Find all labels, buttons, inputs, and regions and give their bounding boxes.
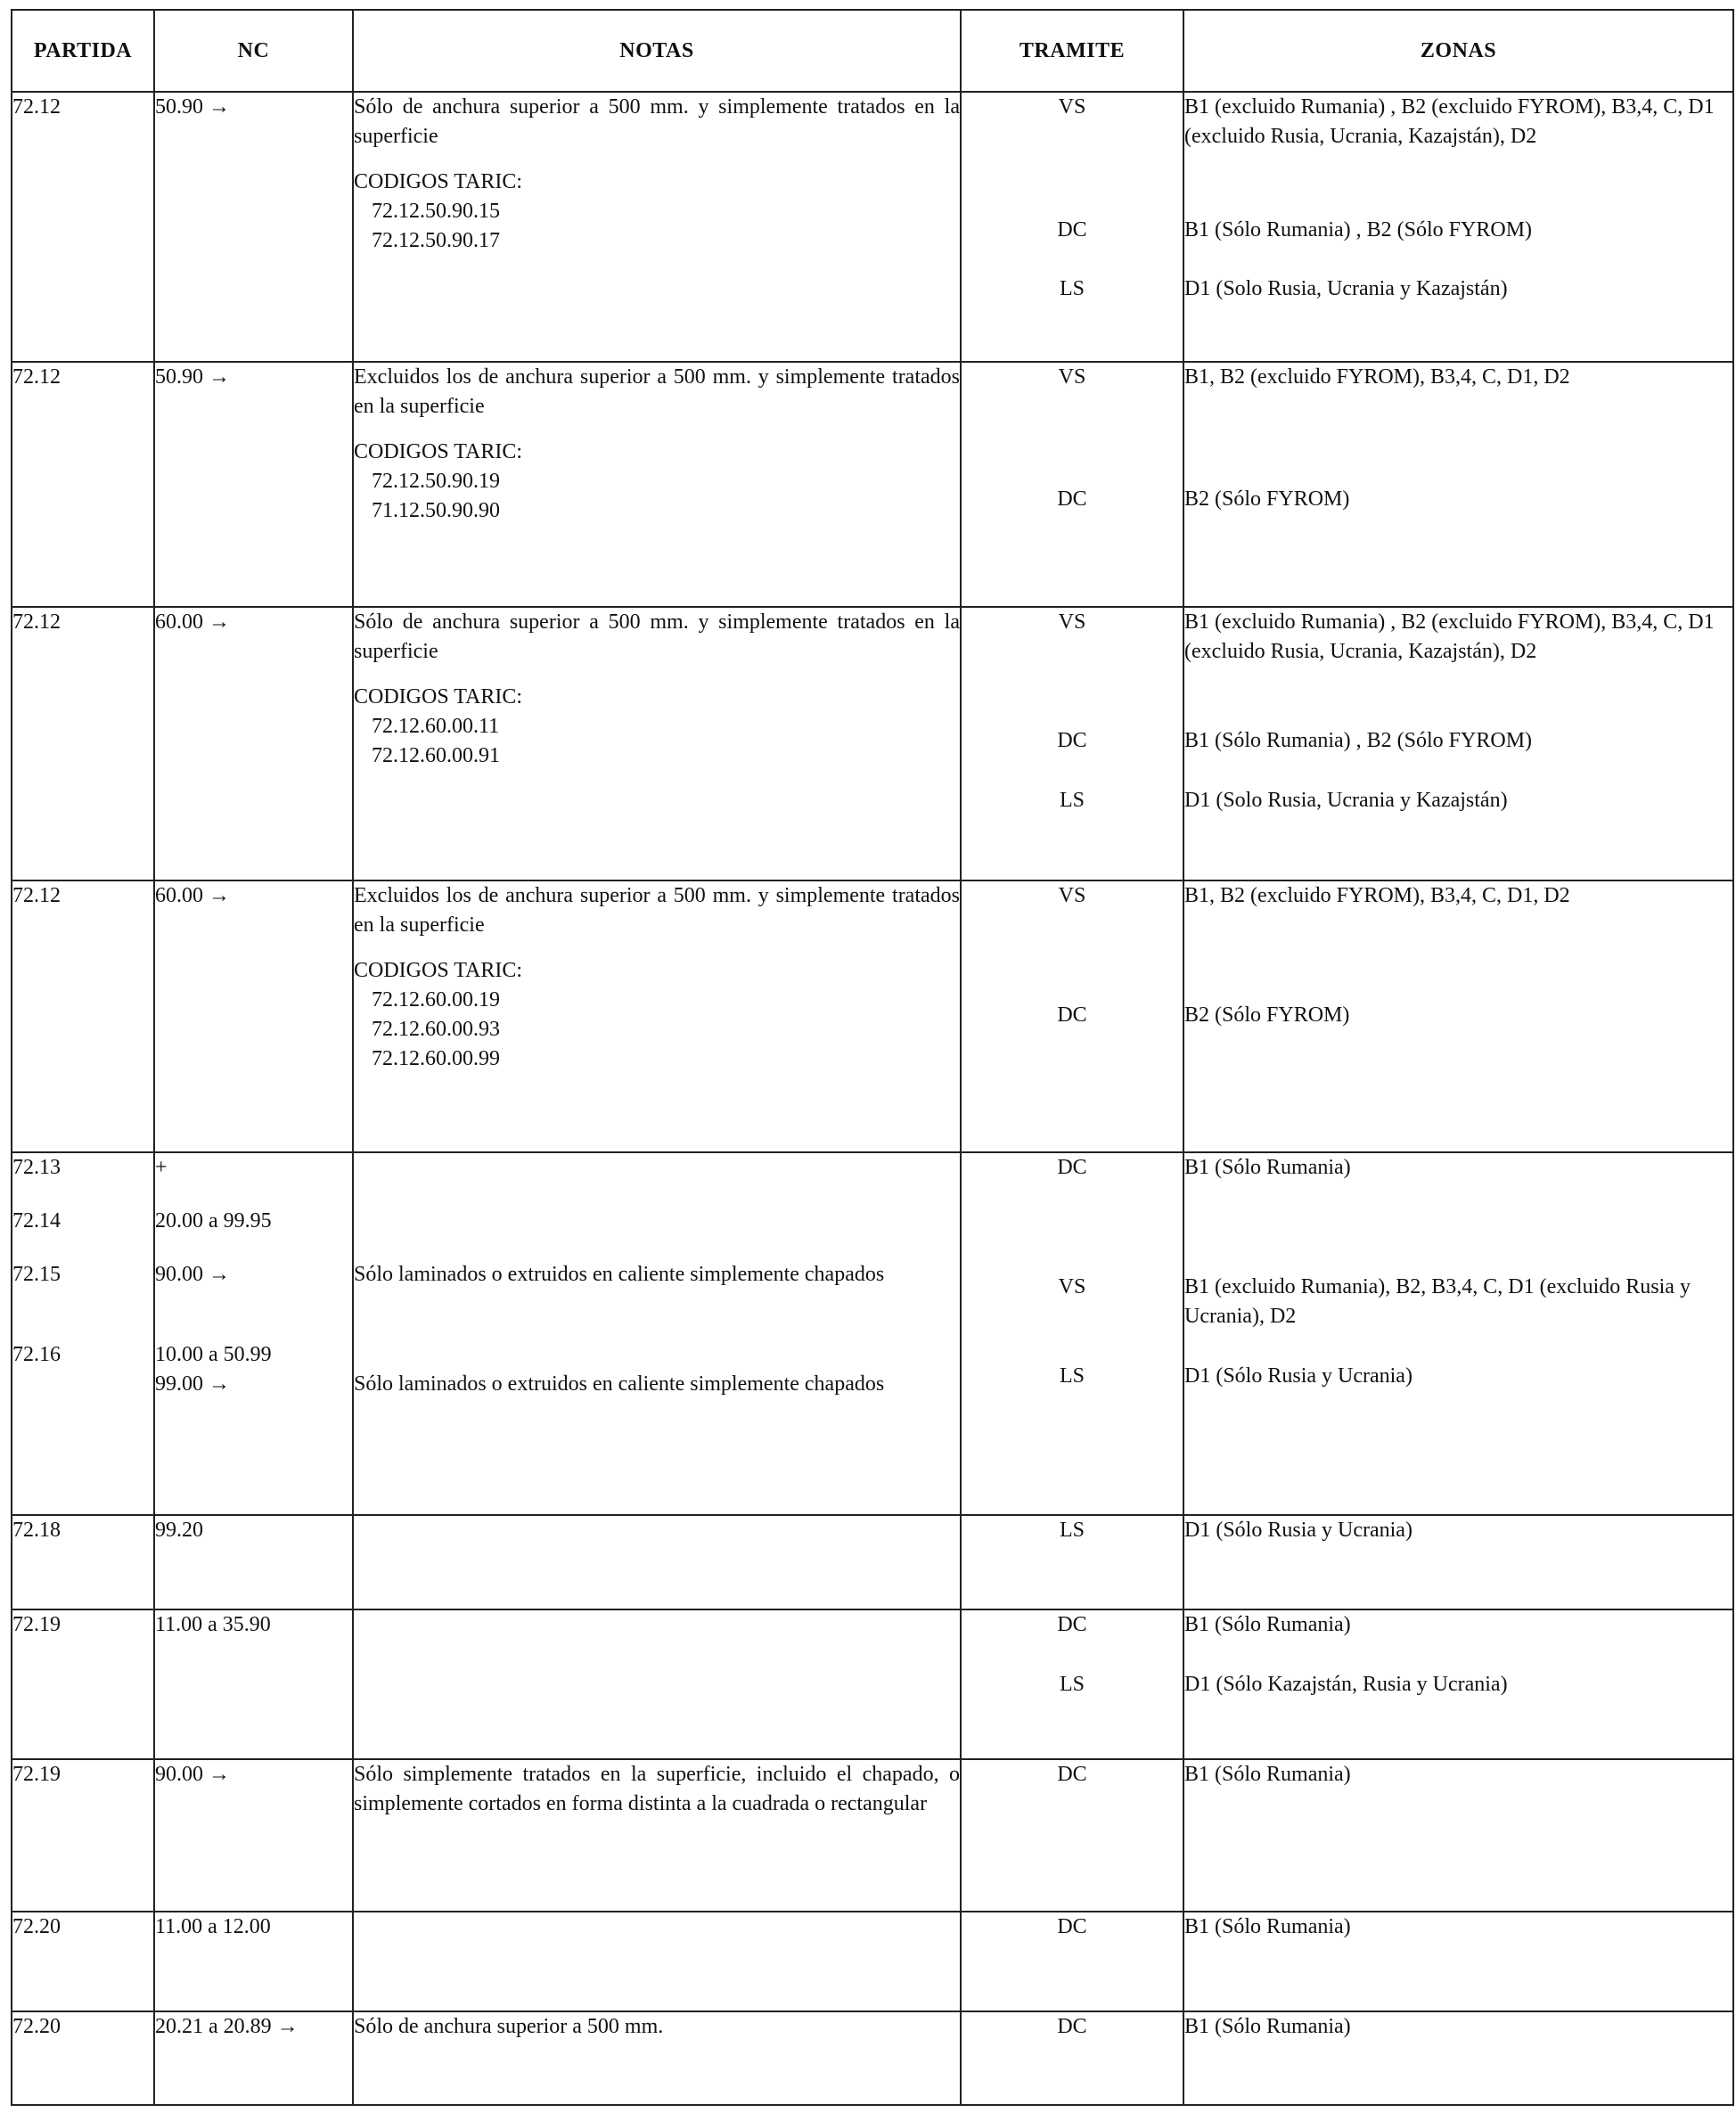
- nc-cell: [154, 1609, 353, 1759]
- taric-code: 72.12.60.00.99: [372, 1047, 500, 1070]
- nc-code: 10.00 a 50.99: [155, 1343, 272, 1366]
- nc-code: 60.00 →: [155, 610, 230, 634]
- nc-code: +: [155, 1156, 168, 1179]
- tramite-code: LS: [1059, 1673, 1085, 1696]
- tramite-code: DC: [1057, 218, 1087, 242]
- zonas-cell: [1183, 1609, 1733, 1759]
- partida-cell: [12, 1759, 154, 1912]
- partida-cell: [12, 2011, 154, 2105]
- taric-code: 72.12.60.00.93: [372, 1018, 500, 1041]
- zona-text: B1 (excluido Rumania), B2, B3,4, C, D1 (excluido Rusia y Ucrania), D2: [1184, 1275, 1691, 1328]
- nc-code: 20.21 a 20.89 →: [155, 2015, 299, 2038]
- tramite-code: VS: [1058, 884, 1086, 907]
- tramite-code: DC: [1057, 729, 1087, 752]
- taric-code: 72.12.60.00.91: [372, 744, 500, 767]
- zona-text: D1 (Sólo Rusia y Ucrania): [1184, 1364, 1413, 1388]
- zonas-cell: [1183, 2011, 1733, 2105]
- zonas-cell: [1183, 362, 1733, 607]
- nc-cell: [154, 880, 353, 1152]
- header-zonas: ZONAS: [1183, 10, 1733, 92]
- tramite-cell: [961, 1515, 1183, 1609]
- nc-code: 11.00 a 12.00: [155, 1915, 271, 1938]
- note-text: Sólo de anchura superior a 500 mm. y simplemente tratados en la superficie: [354, 610, 960, 663]
- tramite-cell: [961, 1912, 1183, 2011]
- partida-cell: [12, 1609, 154, 1759]
- zona-text: B1 (Sólo Rumania) , B2 (Sólo FYROM): [1184, 729, 1533, 752]
- partida-code: 72.14: [12, 1209, 61, 1233]
- table-row: [12, 1609, 1733, 1759]
- tramite-cell: [961, 362, 1183, 607]
- partida-code: 72.12: [12, 884, 61, 907]
- tramite-cell: [961, 1609, 1183, 1759]
- note-text: Excluidos los de anchura superior a 500 mm. y simplemente tratados en la superficie: [354, 365, 960, 418]
- tramite-code: VS: [1058, 1275, 1086, 1298]
- notas-cell: [353, 362, 961, 607]
- notas-cell: [353, 1609, 961, 1759]
- tramite-code: VS: [1058, 95, 1086, 119]
- taric-title: CODIGOS TARIC:: [354, 959, 522, 982]
- notas-cell: [353, 92, 961, 362]
- tariff-table: [11, 9, 1734, 2106]
- note-text: Sólo simplemente tratados en la superficie, incluido el chapado, o simplemente cortados en forma distinta a la cuadrada o rectangular: [354, 1763, 960, 1815]
- partida-code: 72.19: [12, 1613, 61, 1636]
- zonas-cell: [1183, 92, 1733, 362]
- partida-code: 72.15: [12, 1263, 61, 1286]
- tramite-code: DC: [1057, 1763, 1087, 1786]
- tramite-cell: [961, 880, 1183, 1152]
- partida-cell: [12, 362, 154, 607]
- zonas-cell: [1183, 1152, 1733, 1515]
- table-row: [12, 1515, 1733, 1609]
- nc-code: 50.90 →: [155, 365, 230, 389]
- tramite-code: DC: [1057, 487, 1087, 511]
- notas-cell: [353, 880, 961, 1152]
- notas-cell: [353, 1912, 961, 2011]
- zona-text: D1 (Sólo Kazajstán, Rusia y Ucrania): [1184, 1673, 1508, 1696]
- notas-cell: [353, 607, 961, 880]
- header-row: [12, 10, 1733, 92]
- zona-text: B1 (excluido Rumania) , B2 (excluido FYROM), B3,4, C, D1 (excluido Rusia, Ucrania, Kazajstán), D2: [1184, 610, 1715, 663]
- nc-code: 20.00 a 99.95: [155, 1209, 272, 1233]
- nc-code: 60.00 →: [155, 884, 230, 907]
- zonas-cell: [1183, 1759, 1733, 1912]
- tramite-cell: [961, 1759, 1183, 1912]
- note-text: Excluidos los de anchura superior a 500 mm. y simplemente tratados en la superficie: [354, 884, 960, 937]
- zona-text: B1 (Sólo Rumania): [1184, 1763, 1351, 1786]
- partida-code: 72.20: [12, 2015, 61, 2038]
- zona-text: B1, B2 (excluido FYROM), B3,4, C, D1, D2: [1184, 365, 1570, 389]
- header-partida: PARTIDA: [12, 10, 154, 92]
- nc-cell: [154, 1759, 353, 1912]
- zona-text: D1 (Solo Rusia, Ucrania y Kazajstán): [1184, 277, 1508, 300]
- taric-code: 71.12.50.90.90: [372, 499, 500, 522]
- tramite-code: LS: [1059, 1364, 1085, 1388]
- nc-code: 11.00 a 35.90: [155, 1613, 271, 1636]
- notas-cell: [353, 1759, 961, 1912]
- notas-cell: [353, 1152, 961, 1515]
- tramite-code: DC: [1057, 1613, 1087, 1636]
- zona-text: D1 (Sólo Rusia y Ucrania): [1184, 1519, 1413, 1542]
- zona-text: B2 (Sólo FYROM): [1184, 1003, 1350, 1027]
- nc-code: 50.90 →: [155, 95, 230, 119]
- nc-code: 99.00 →: [155, 1372, 230, 1396]
- note-text: Sólo laminados o extruidos en caliente simplemente chapados: [354, 1372, 885, 1396]
- partida-code: 72.12: [12, 365, 61, 389]
- tramite-code: DC: [1057, 2015, 1087, 2038]
- table-row: [12, 880, 1733, 1152]
- notas-cell: [353, 1515, 961, 1609]
- table-row: [12, 2011, 1733, 2105]
- table-row: [12, 607, 1733, 880]
- zonas-cell: [1183, 1515, 1733, 1609]
- nc-cell: [154, 1912, 353, 2011]
- zonas-cell: [1183, 880, 1733, 1152]
- tramite-code: DC: [1057, 1003, 1087, 1027]
- tramite-code: DC: [1057, 1915, 1087, 1938]
- nc-cell: [154, 1515, 353, 1609]
- partida-code: 72.19: [12, 1763, 61, 1786]
- taric-title: CODIGOS TARIC:: [354, 170, 522, 193]
- partida-cell: [12, 1152, 154, 1515]
- partida-cell: [12, 92, 154, 362]
- nc-cell: [154, 2011, 353, 2105]
- taric-code: 72.12.60.00.11: [372, 715, 500, 738]
- partida-cell: [12, 880, 154, 1152]
- zonas-cell: [1183, 607, 1733, 880]
- nc-cell: [154, 92, 353, 362]
- note-text: Sólo laminados o extruidos en caliente simplemente chapados: [354, 1263, 885, 1286]
- table-row: [12, 1759, 1733, 1912]
- nc-code: 99.20: [155, 1519, 203, 1542]
- zona-text: B1 (Sólo Rumania): [1184, 1156, 1351, 1179]
- tramite-code: DC: [1057, 1156, 1087, 1179]
- table-row: [12, 1152, 1733, 1515]
- tramite-code: VS: [1058, 365, 1086, 389]
- partida-code: 72.20: [12, 1915, 61, 1938]
- partida-code: 72.13: [12, 1156, 61, 1179]
- zona-text: B2 (Sólo FYROM): [1184, 487, 1350, 511]
- tramite-cell: [961, 607, 1183, 880]
- zona-text: B1 (Sólo Rumania): [1184, 1915, 1351, 1938]
- zona-text: B1, B2 (excluido FYROM), B3,4, C, D1, D2: [1184, 884, 1570, 907]
- nc-cell: [154, 1152, 353, 1515]
- nc-cell: [154, 607, 353, 880]
- taric-code: 72.12.50.90.19: [372, 470, 500, 493]
- partida-code: 72.12: [12, 610, 61, 634]
- zona-text: B1 (excluido Rumania) , B2 (excluido FYROM), B3,4, C, D1 (excluido Rusia, Ucrania, Kazajstán), D2: [1184, 95, 1715, 148]
- partida-cell: [12, 607, 154, 880]
- tramite-cell: [961, 1152, 1183, 1515]
- table-row: [12, 362, 1733, 607]
- partida-cell: [12, 1515, 154, 1609]
- taric-code: 72.12.50.90.17: [372, 229, 500, 252]
- tramite-cell: [961, 92, 1183, 362]
- partida-cell: [12, 1912, 154, 2011]
- notas-cell: [353, 2011, 961, 2105]
- zona-text: B1 (Sólo Rumania): [1184, 1613, 1351, 1636]
- tramite-cell: [961, 2011, 1183, 2105]
- partida-code: 72.18: [12, 1519, 61, 1542]
- nc-cell: [154, 362, 353, 607]
- nc-code: 90.00 →: [155, 1263, 230, 1286]
- note-text: Sólo de anchura superior a 500 mm. y simplemente tratados en la superficie: [354, 95, 960, 148]
- tramite-code: LS: [1059, 277, 1085, 300]
- zonas-cell: [1183, 1912, 1733, 2011]
- partida-code: 72.16: [12, 1343, 61, 1366]
- tramite-code: VS: [1058, 610, 1086, 634]
- tramite-code: LS: [1059, 1519, 1085, 1542]
- zona-text: B1 (Sólo Rumania) , B2 (Sólo FYROM): [1184, 218, 1533, 242]
- zona-text: D1 (Solo Rusia, Ucrania y Kazajstán): [1184, 789, 1508, 812]
- header-tramite: TRAMITE: [961, 10, 1183, 92]
- header-nc: NC: [154, 10, 353, 92]
- tramite-code: LS: [1059, 789, 1085, 812]
- taric-code: 72.12.60.00.19: [372, 988, 500, 1011]
- taric-title: CODIGOS TARIC:: [354, 685, 522, 708]
- header-notas: NOTAS: [353, 10, 961, 92]
- table-row: [12, 92, 1733, 362]
- taric-title: CODIGOS TARIC:: [354, 440, 522, 463]
- partida-code: 72.12: [12, 95, 61, 119]
- table-row: [12, 1912, 1733, 2011]
- note-text: Sólo de anchura superior a 500 mm.: [354, 2015, 664, 2038]
- nc-code: 90.00 →: [155, 1763, 230, 1786]
- taric-code: 72.12.50.90.15: [372, 200, 500, 223]
- zona-text: B1 (Sólo Rumania): [1184, 2015, 1351, 2038]
